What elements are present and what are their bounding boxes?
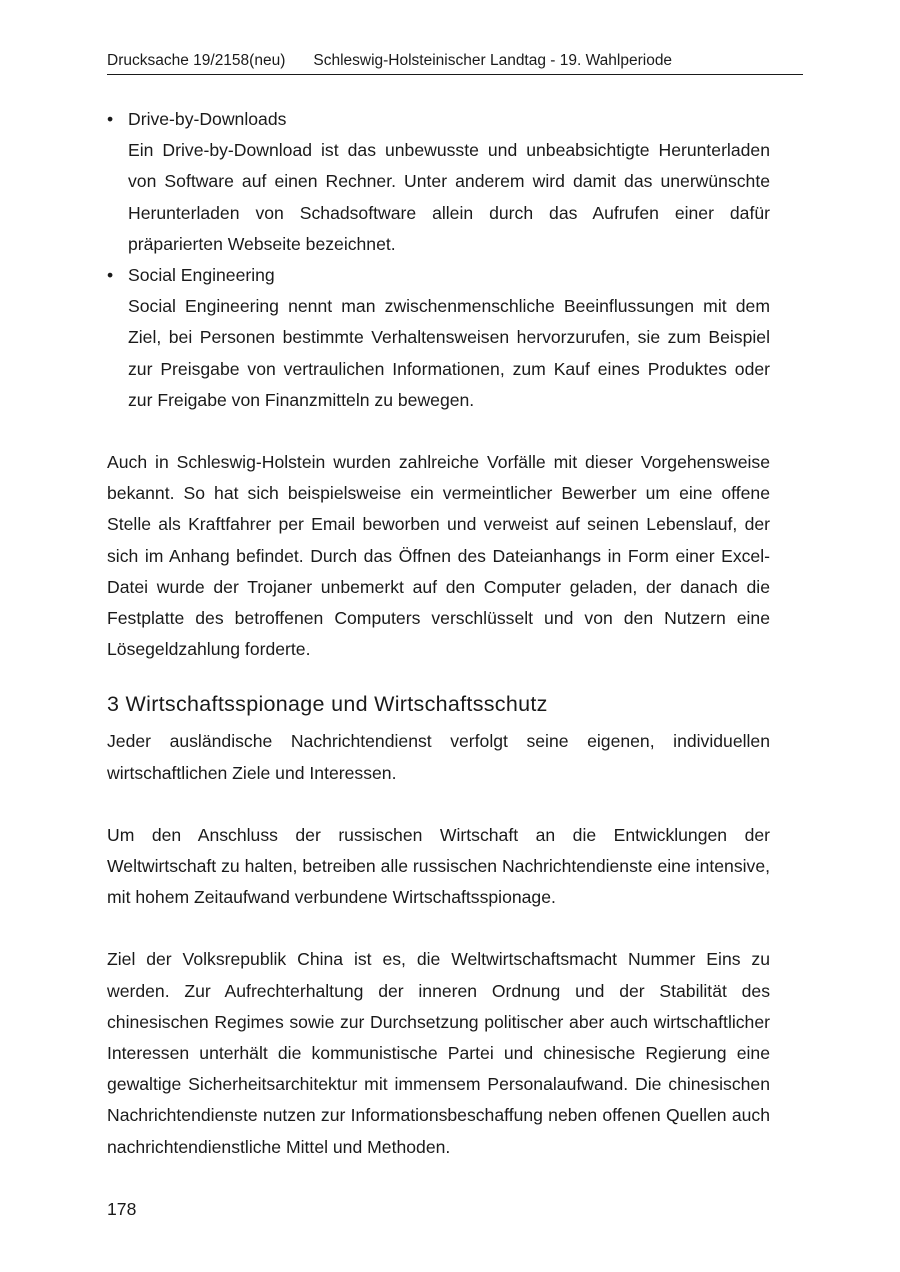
paragraph: Um den Anschluss der russischen Wirtschaft an die Entwicklungen der Weltwirtschaft zu halten, betreiben alle russischen Nachrichtendienste eine intensive, mit hohem Zeitaufwand verbundene Wirtschaftsspionage.	[107, 824, 770, 908]
page-number: 178	[107, 1199, 137, 1219]
bullet-item-drive-by-downloads	[107, 104, 770, 260]
page-body	[107, 104, 770, 1163]
bullet-text: Social Engineering nennt man zwischenmenschliche Beeinflussungen mit dem Ziel, bei Personen bestimmte Verhaltensweisen hervorzurufen, sie zum Beispiel zur Preisgabe von vertraulichen Informationen, zum Kauf eines Produktes oder zur Freigabe von Finanzmitteln zu bewegen.	[128, 296, 770, 410]
bullet-title: Drive-by-Downloads	[128, 109, 287, 129]
bullet-title: Social Engineering	[128, 265, 275, 286]
bullet-text: Ein Drive-by-Download ist das unbewusste und unbeabsichtigte Herunterladen von Software auf einen Rechner. Unter anderem wird damit das unerwünschte Herunterladen von Schadsoftware allein durch das Aufrufen einer dafür präparierten Webseite bezeichnet.	[128, 140, 770, 254]
document-number: Drucksache 19/2158(neu)	[107, 52, 286, 69]
bullet-marker: •	[107, 265, 114, 286]
bullet-item-social-engineering	[107, 260, 770, 416]
parliament-title: Schleswig-Holsteinischer Landtag - 19. Wahlperiode	[313, 52, 673, 69]
paragraph-incidents: Auch in Schleswig-Holstein wurden zahlreiche Vorfälle mit dieser Vorgehensweise bekannt. So hat sich beispielsweise ein vermeintlicher Bewerber um eine offene Stelle als Kraftfahrer per Email beworben und verweist auf seinen Lebenslauf, der sich im Anhang befindet. Durch das Öffnen des Dateianhangs in Form einer Excel-Datei wurde der Trojaner unbemerkt auf den Computer geladen, der danach die Festplatte des betroffenen Computers verschlüsselt und von den Nutzern eine Lösegeldzahlung forderte.	[107, 452, 770, 660]
paragraph: Ziel der Volksrepublik China ist es, die Weltwirtschaftsmacht Nummer Eins zu werden. Zur Aufrechterhaltung der inneren Ordnung und der Stabilität des chinesischen Regimes sowie zur Durchsetzung politischer aber auch wirtschaftlicher Interessen unterhält die kommunistische Partei und chinesische Regierung eine gewaltige Sicherheitsarchitektur mit immensem Personalaufwand. Die chinesischen Nachrichtendienste nutzen zur Informationsbeschaffung neben offenen Quellen auch nachrichtendienstliche Mittel und Methoden.	[107, 949, 770, 1157]
paragraph: Jeder ausländische Nachrichtendienst verfolgt seine eigenen, individuellen wirtschaftlichen Ziele und Interessen.	[107, 731, 770, 783]
section-heading: 3 Wirtschaftsspionage und Wirtschaftsschutz	[107, 692, 548, 717]
bullet-marker: •	[107, 109, 114, 129]
page-header	[107, 50, 803, 75]
